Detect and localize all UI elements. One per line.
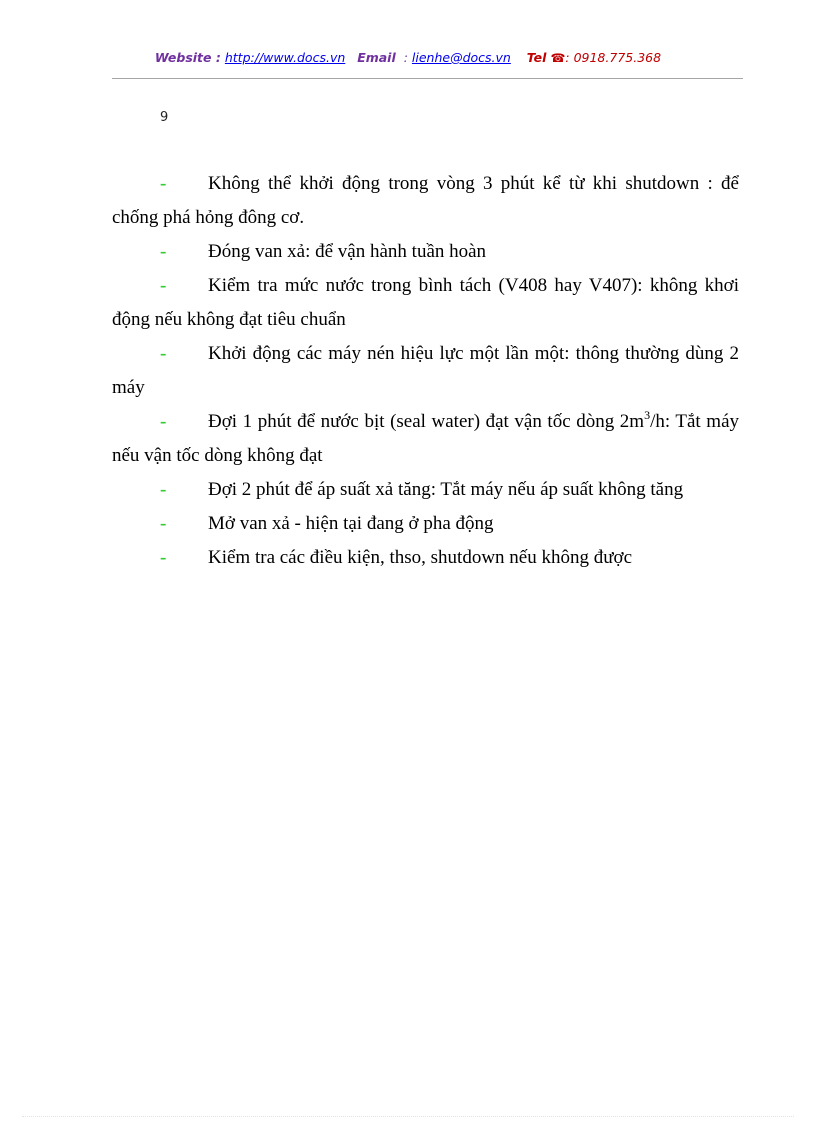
list-item-text-before: Đợi 1 phút để nước bịt (seal water) đạt vận tốc dòng 2m xyxy=(208,411,645,432)
list-item-text: Đóng van xả: để vận hành tuần hoàn xyxy=(208,241,487,262)
page-number: 9 xyxy=(160,110,169,125)
phone-icon: ☎ xyxy=(550,51,566,65)
website-link[interactable]: http://www.docs.vn xyxy=(224,50,346,65)
list-item xyxy=(112,269,739,337)
page-bottom-edge xyxy=(22,1116,794,1117)
bullet-dash: - xyxy=(160,241,167,262)
list-item-text: Không thể khởi động trong vòng 3 phút kể từ khi shutdown : để chống phá hỏng đông cơ. xyxy=(112,173,739,228)
list-item-text: Khởi động các máy nén hiệu lực một lần một: thông thường dùng 2 máy xyxy=(112,343,739,398)
bullet-dash: - xyxy=(160,547,167,568)
email-label: Email xyxy=(357,50,396,65)
list-item xyxy=(112,167,739,235)
tel-value: : 0918.775.368 xyxy=(565,50,662,65)
list-item-text: Mở van xả - hiện tại đang ở pha động xyxy=(208,513,494,534)
list-item xyxy=(112,405,739,473)
list-item-text: Đợi 2 phút để áp suất xả tăng: Tắt máy nếu áp suất không tăng xyxy=(208,479,684,500)
bullet-dash: - xyxy=(160,411,167,432)
bullet-dash: - xyxy=(160,275,167,296)
list-item xyxy=(112,541,739,575)
superscript: 3 xyxy=(644,407,651,422)
procedure-list xyxy=(112,167,739,575)
bullet-dash: - xyxy=(160,479,167,500)
website-label: Website : xyxy=(154,50,221,65)
list-item xyxy=(112,507,739,541)
list-item-text: Kiểm tra các điều kiện, thso, shutdown nếu không được xyxy=(208,547,633,568)
list-item xyxy=(112,473,739,507)
bullet-dash: - xyxy=(160,173,167,194)
email-link[interactable]: lienhe@docs.vn xyxy=(411,50,511,65)
bullet-dash: - xyxy=(160,513,167,534)
page-header xyxy=(0,50,816,65)
list-item-text-after: /h: Tắt máy nếu vận tốc dòng không đạt xyxy=(112,411,739,466)
list-item xyxy=(112,235,739,269)
bullet-dash: - xyxy=(160,343,167,364)
list-item-text: Kiểm tra mức nước trong bình tách (V408 hay V407): không khơi động nếu không đạt tiêu chuẩn xyxy=(112,275,739,330)
list-item xyxy=(112,337,739,405)
header-divider xyxy=(112,78,743,79)
tel-label: Tel xyxy=(526,50,547,65)
email-separator: : xyxy=(403,50,408,65)
